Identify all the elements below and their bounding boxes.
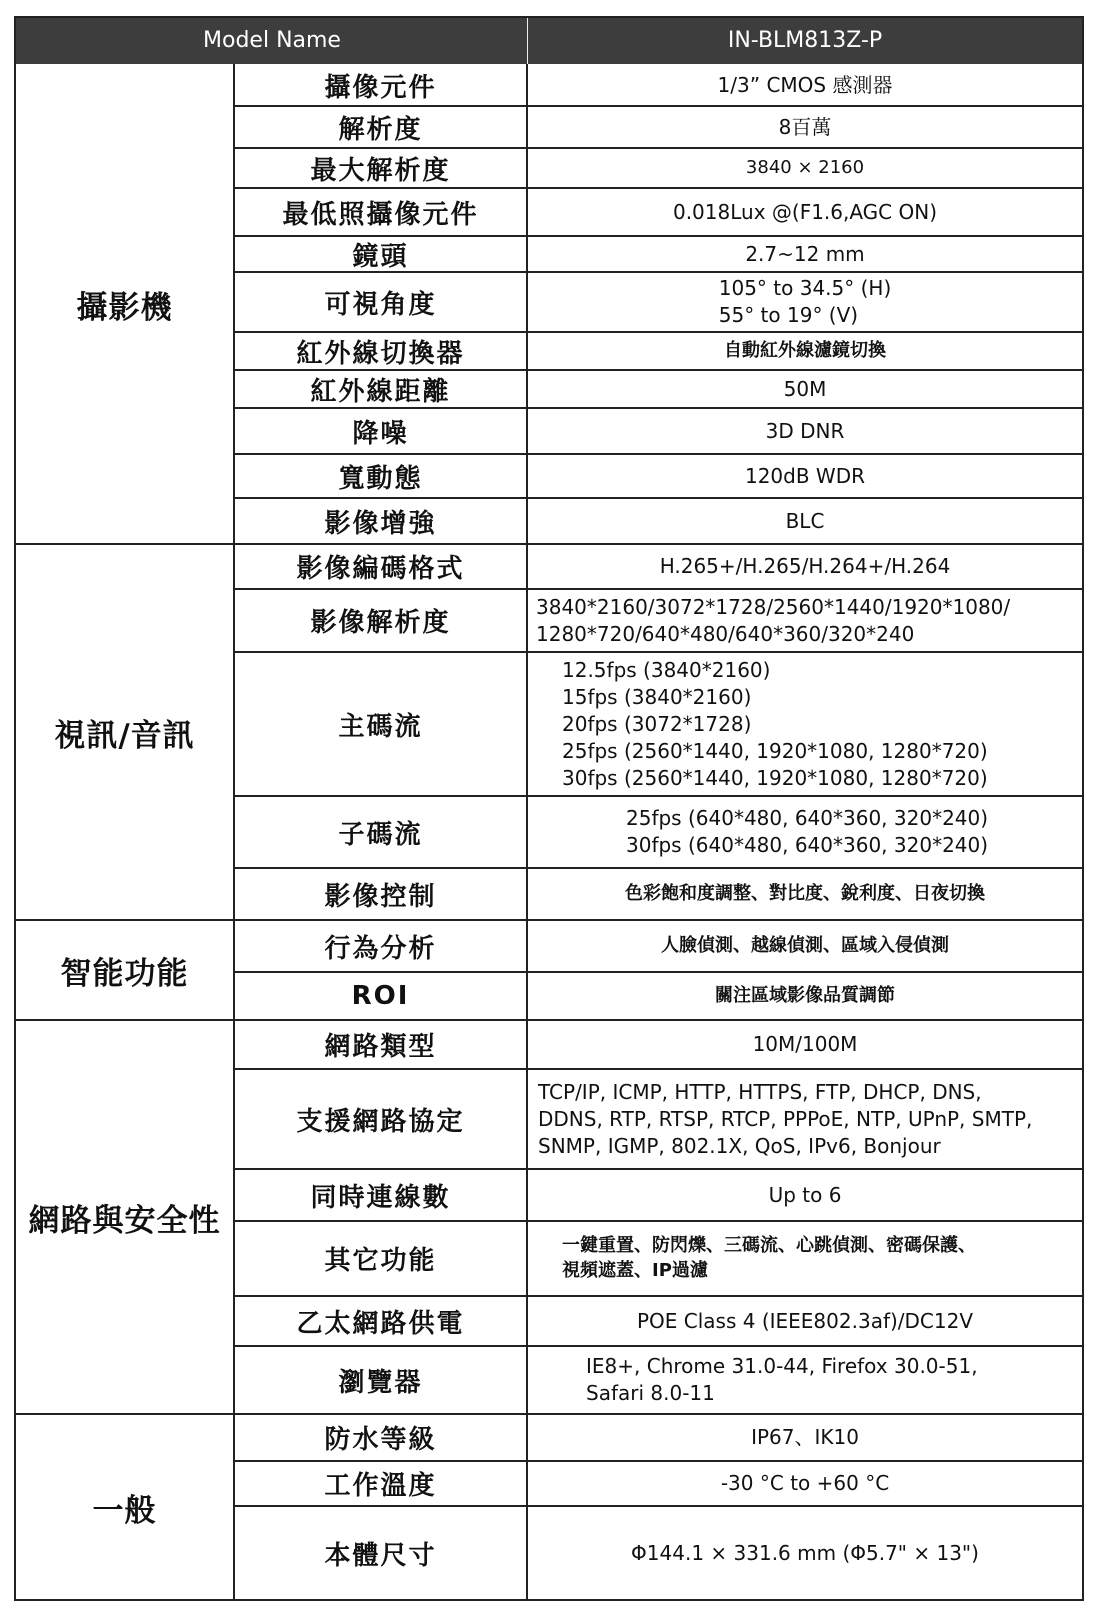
spec-label: 降噪: [352, 418, 409, 449]
spec-label: 防水等級: [324, 1425, 437, 1455]
spec-label: 影像解析度: [310, 608, 451, 638]
spec-value-text: 2.7~12 mm: [745, 241, 865, 266]
spec-value-text: Φ144.1 × 331.6 mm (Φ5.7" × 13"): [631, 1541, 979, 1565]
spec-label: ROI: [351, 981, 410, 1011]
category-av: 視訊/音訊: [54, 717, 195, 754]
spec-value: [528, 589, 1082, 652]
spec-label: 本體尺寸: [324, 1541, 437, 1571]
table-header: [16, 18, 1082, 64]
spec-value-text: IP67、IK10: [751, 1425, 859, 1449]
spec-value-text: 3D DNR: [765, 418, 845, 443]
spec-value: [528, 1506, 1082, 1601]
spec-label: 瀏覽器: [338, 1367, 423, 1398]
spec-value-text: 1/3” CMOS 感測器: [717, 72, 893, 97]
spec-label: 寬動態: [338, 463, 423, 494]
spec-label: 行為分析: [324, 933, 437, 964]
spec-label: 子碼流: [338, 819, 423, 850]
spec-value: [528, 868, 1082, 920]
spec-value: [528, 1346, 1082, 1414]
spec-value: [528, 1069, 1082, 1169]
spec-value-text: H.265+/H.265/H.264+/H.264: [659, 554, 951, 578]
spec-value: [528, 408, 1082, 454]
spec-value: [528, 652, 1082, 796]
spec-value-text: 0.018Lux @(F1.6,AGC ON): [672, 199, 938, 224]
spec-value-text: 人臉偵測、越線偵測、區域入侵偵測: [661, 934, 949, 956]
spec-value: [528, 1020, 1082, 1069]
spec-label: 最低照攝像元件: [282, 199, 479, 230]
spec-value: [528, 796, 1082, 868]
spec-value: [528, 1296, 1082, 1346]
spec-value-text: 3840 × 2160: [745, 156, 865, 178]
model-number: IN-BLM813Z-P: [727, 28, 883, 53]
category-general: 一般: [92, 1493, 157, 1529]
spec-value-text: 關注區域影像品質調節: [715, 984, 895, 1006]
spec-value: [528, 1221, 1082, 1296]
spec-value: [528, 1461, 1082, 1506]
spec-value-text: 10M/100M: [752, 1032, 858, 1056]
spec-value-text: 8百萬: [778, 114, 832, 139]
spec-value-text: BLC: [785, 508, 825, 533]
spec-value-text: 自動紅外線濾鏡切換: [724, 339, 886, 361]
spec-value: [528, 920, 1082, 972]
spec-label: 最大解析度: [310, 155, 451, 186]
spec-label: 支援網路協定: [296, 1106, 465, 1137]
spec-value: [528, 972, 1082, 1020]
spec-value: [528, 148, 1082, 188]
spec-value-text: Up to 6: [768, 1182, 842, 1207]
spec-value: [528, 64, 1082, 106]
spec-value: [528, 106, 1082, 148]
spec-value: [528, 1169, 1082, 1221]
spec-value: [528, 370, 1082, 408]
spec-value-text: 3840*2160/3072*1728/2560*1440/1920*1080/ 1280*720/640*480/640*360/320*240: [536, 594, 1011, 646]
spec-label: 紅外線切換器: [296, 338, 465, 369]
model-name-label: Model Name: [203, 28, 341, 53]
spec-label: 主碼流: [338, 711, 423, 742]
category-smart: 智能功能: [60, 955, 189, 992]
spec-label: 網路類型: [324, 1032, 437, 1062]
spec-value: [528, 454, 1082, 498]
spec-label: 攝像元件: [324, 72, 437, 103]
category-network: 網路與安全性: [28, 1202, 221, 1239]
spec-value: [528, 544, 1082, 589]
spec-value: [528, 188, 1082, 236]
spec-value: [528, 332, 1082, 370]
spec-value-text: IE8+, Chrome 31.0-44, Firefox 30.0-51, Safari 8.0-11: [586, 1354, 978, 1405]
spec-label: 影像編碼格式: [296, 554, 465, 584]
spec-table: [14, 16, 1084, 1601]
spec-value-text: 色彩飽和度調整、對比度、銳利度、日夜切換: [625, 882, 985, 904]
spec-value: [528, 1414, 1082, 1461]
spec-value: [528, 498, 1082, 544]
spec-label: 其它功能: [324, 1246, 437, 1276]
spec-label: 紅外線距離: [310, 376, 451, 407]
spec-value-text: -30 °C to +60 °C: [720, 1471, 890, 1495]
spec-value-text: 50M: [783, 376, 827, 401]
spec-label: 影像控制: [324, 881, 437, 912]
spec-value-text: 120dB WDR: [744, 463, 866, 488]
spec-value: [528, 236, 1082, 272]
spec-label: 乙太網路供電: [296, 1308, 465, 1339]
spec-label: 同時連線數: [310, 1182, 451, 1213]
spec-value: [528, 272, 1082, 332]
spec-value-text: 一鍵重置、防閃爍、三碼流、心跳偵測、密碼保護、 視頻遮蓋、IP過濾: [562, 1235, 976, 1281]
spec-value-text: 12.5fps (3840*2160) 15fps (3840*2160) 20fps (3072*1728) 25fps (2560*1440, 1920*1080, 1280*720) 30fps (2560*1440, 1920*1080, 1280*720): [562, 657, 988, 790]
spec-label: 影像增強: [324, 508, 437, 539]
spec-label: 解析度: [338, 114, 423, 145]
spec-value-text: 25fps (640*480, 640*360, 320*240) 30fps (640*480, 640*360, 320*240): [626, 806, 989, 857]
category-camera: 攝影機: [76, 289, 173, 326]
spec-label: 工作溫度: [324, 1471, 437, 1501]
spec-value-text: 105° to 34.5° (H) 55° to 19° (V): [718, 276, 892, 327]
spec-label: 可視角度: [324, 289, 437, 320]
spec-value-text: POE Class 4 (IEEE802.3af)/DC12V: [636, 1308, 974, 1333]
spec-value-text: TCP/IP, ICMP, HTTP, HTTPS, FTP, DHCP, DNS, DDNS, RTP, RTSP, RTCP, PPPoE, NTP, UPnP, SMTP, SNMP, IGMP, 802.1X, QoS, IPv6, Bonjour: [538, 1079, 1033, 1158]
spec-label: 鏡頭: [352, 241, 409, 272]
